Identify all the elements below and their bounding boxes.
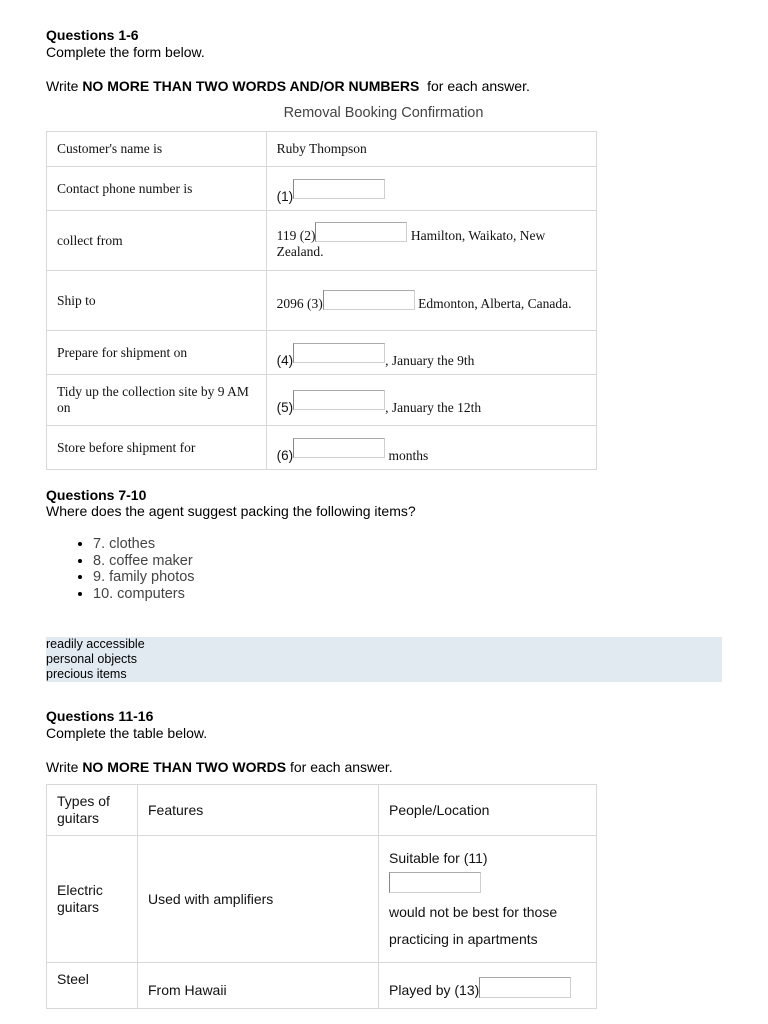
write-suffix: for each answer. <box>286 759 393 775</box>
table-row <box>47 963 597 1009</box>
row-value <box>266 271 596 331</box>
answer-number: 119 (2) <box>276 227 316 243</box>
row-label: Ship to <box>47 271 267 331</box>
row-suffix: Hamilton, Waikato, New Zealand. <box>276 227 546 259</box>
answer-input-13[interactable] <box>479 977 571 998</box>
row-value <box>266 375 596 426</box>
cell-people <box>379 836 597 963</box>
header-types: Types of guitars <box>47 785 138 836</box>
questions-7-10-heading: Questions 7-10 <box>46 487 147 503</box>
answer-input-2[interactable] <box>315 222 407 242</box>
row-suffix: , January the 12th <box>385 400 482 415</box>
table-header-row <box>47 785 597 836</box>
write-prefix: Write <box>46 759 83 775</box>
cell-feature: From Hawaii <box>138 963 379 1009</box>
row-label: Customer's name is <box>47 132 267 167</box>
list-item[interactable]: • 10. computers <box>93 586 195 603</box>
row-suffix: Edmonton, Alberta, Canada. <box>414 295 572 311</box>
table-row <box>47 271 597 331</box>
list-item[interactable]: • 7. clothes <box>93 536 195 553</box>
answer-input-11[interactable] <box>389 872 481 893</box>
option-item[interactable]: readily accessible <box>46 637 145 651</box>
guitar-table <box>46 784 597 1009</box>
section3-write-instruction <box>46 759 393 775</box>
answer-input-5[interactable] <box>293 390 385 410</box>
answer-number: (5) <box>276 400 294 415</box>
row-label: Store before shipment for <box>47 426 267 470</box>
list-item[interactable]: • 9. family photos <box>93 569 195 586</box>
people-before: Suitable for (11) <box>389 850 488 866</box>
option-item[interactable]: precious items <box>46 667 127 681</box>
table-row <box>47 167 597 211</box>
answer-input-3[interactable] <box>323 290 415 310</box>
form-title: Removal Booking Confirmation <box>283 105 484 121</box>
items-list <box>46 536 195 602</box>
row-label: collect from <box>47 211 267 271</box>
table-row <box>47 331 597 375</box>
cell-feature: Used with amplifiers <box>138 836 379 963</box>
write-bold: NO MORE THAN TWO WORDS AND/OR NUMBERS <box>82 78 420 94</box>
answer-number: 2096 (3) <box>276 295 323 311</box>
answer-number: (6) <box>276 447 294 463</box>
row-label: Contact phone number is <box>47 167 267 211</box>
write-bold: NO MORE THAN TWO WORDS <box>82 759 287 775</box>
option-item[interactable]: personal objects <box>46 652 138 666</box>
options-box <box>46 637 722 682</box>
cell-type: Electric guitars <box>47 836 138 963</box>
table-row <box>47 836 597 963</box>
section1-write-instruction <box>46 78 530 94</box>
booking-form-table <box>46 131 597 470</box>
section3-instruction: Complete the table below. <box>46 725 208 741</box>
row-value <box>266 211 596 271</box>
answer-input-6[interactable] <box>293 438 385 458</box>
section1-instruction: Complete the form below. <box>46 44 205 60</box>
table-row <box>47 426 597 470</box>
people-after: would not be best for those practicing in apartments <box>389 904 558 947</box>
answer-row-11 <box>389 872 586 899</box>
answer-number: (4) <box>276 352 294 368</box>
row-suffix: , January the 9th <box>385 352 475 368</box>
answer-input-1[interactable] <box>293 179 385 199</box>
cell-people <box>379 963 597 1009</box>
row-value: Ruby Thompson <box>266 132 596 167</box>
list-item[interactable]: • 8. coffee maker <box>93 553 195 570</box>
answer-input-4[interactable] <box>293 343 385 363</box>
questions-11-16-heading: Questions 11-16 <box>46 708 154 724</box>
table-row <box>47 375 597 426</box>
header-features: Features <box>138 785 379 836</box>
table-row <box>47 132 597 167</box>
write-suffix: for each answer. <box>419 78 530 94</box>
questions-1-6-heading: Questions 1-6 <box>46 27 139 43</box>
row-suffix: months <box>385 447 429 463</box>
section2-instruction: Where does the agent suggest packing the following items? <box>46 503 416 519</box>
row-value <box>266 331 596 375</box>
row-label: Prepare for shipment on <box>47 331 267 375</box>
cell-type: Steel <box>47 963 138 1009</box>
row-value <box>266 167 596 211</box>
header-people: People/Location <box>379 785 597 836</box>
people-before: Played by (13) <box>389 981 480 998</box>
answer-number: (1) <box>276 188 294 204</box>
row-value <box>266 426 596 470</box>
write-prefix: Write <box>46 78 83 94</box>
table-row <box>47 211 597 271</box>
row-label: Tidy up the collection site by 9 AM on <box>47 375 267 426</box>
